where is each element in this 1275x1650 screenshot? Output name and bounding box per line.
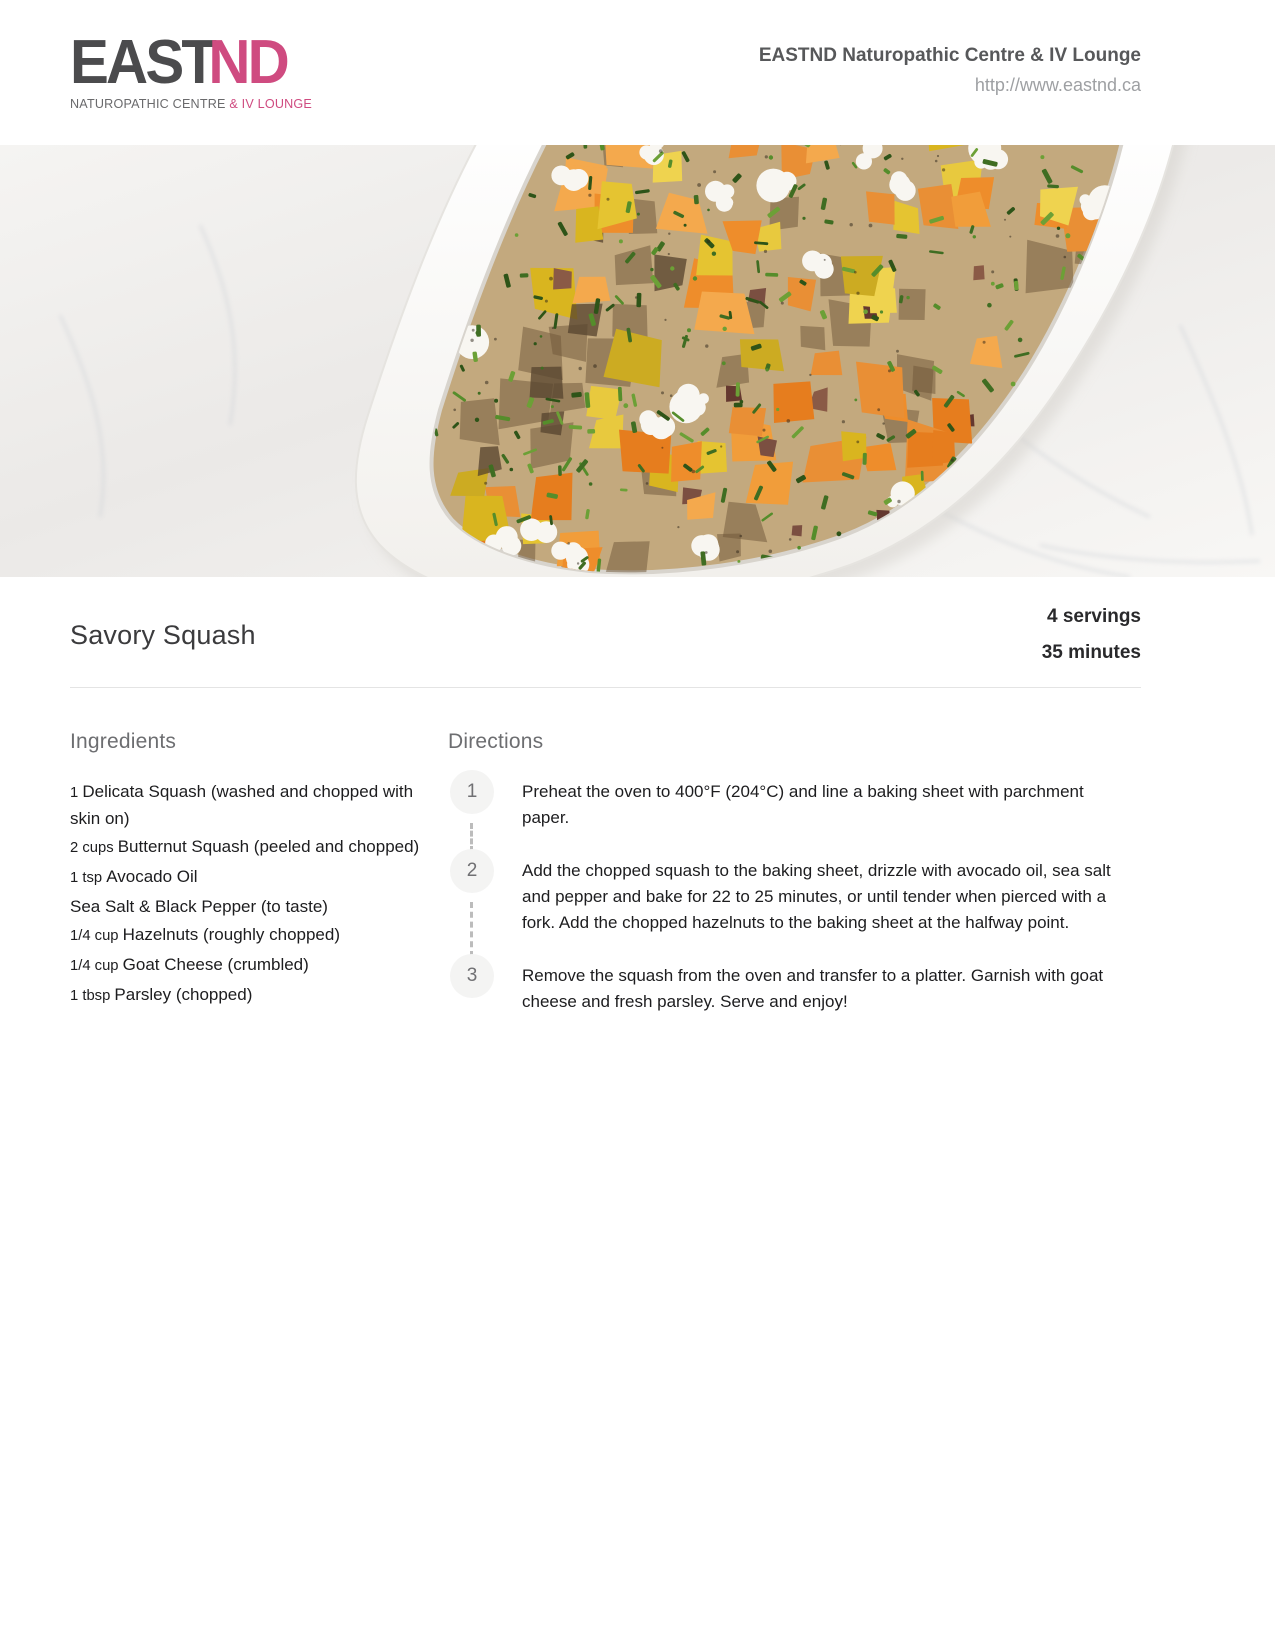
website-link[interactable]: http://www.eastnd.ca [974,75,1141,95]
ingredient-item [70,952,426,979]
ingredient-name: Hazelnuts (roughly chopped) [122,925,341,944]
ingredient-name: Delicata Squash (washed and chopped with skin on) [70,782,414,828]
ingredients-list [70,779,426,1009]
ingredient-item [70,894,426,919]
step-number-badge: 1 [450,770,494,814]
step-text: Preheat the oven to 400°F (204°C) and line a baking sheet with parchment paper. [522,782,1084,827]
page-header [0,0,1275,145]
recipe-photo [0,145,1275,577]
title-row [0,577,1275,681]
directions-heading: Directions [448,730,544,753]
ingredient-item [70,779,426,831]
servings-label: 4 servings [1047,606,1141,627]
step-number-badge: 2 [450,849,494,893]
ingredient-name: Parsley (chopped) [114,985,253,1004]
ingredient-amount: 1/4 cup [70,958,123,974]
direction-step [448,858,1114,936]
direction-step [448,779,1114,831]
logo-word-dark: EAST [70,28,215,97]
ingredient-amount: 1 [70,785,83,801]
ingredients-section [70,730,448,1015]
header-meta [759,34,1141,100]
step-text: Add the chopped squash to the baking sheet, drizzle with avocado oil, sea salt and pepper and bake for 22 to 25 minutes, or until tender when pierced with a fork. Add the chopped hazelnuts to the baking sheet at the halfway point. [522,861,1111,932]
step-connector [470,902,473,957]
logo-tagline-dark: NATUROPATHIC CENTRE [70,97,230,112]
directions-list [448,779,1141,1015]
logo-tagline-accent: & IV LOUNGE [229,97,313,112]
ingredients-heading: Ingredients [70,730,177,753]
step-text: Remove the squash from the oven and transfer to a platter. Garnish with goat cheese and fresh parsley. Serve and enjoy! [522,966,1104,1011]
ingredient-amount: 1/4 cup [70,928,123,944]
ingredient-amount: 1 tsp [70,870,107,886]
ingredient-item [70,834,426,861]
logo-wordmark [70,28,297,97]
page-title: Savory Squash [70,619,256,650]
ingredient-item [70,922,426,949]
ingredient-item [70,982,426,1009]
content-columns [0,688,1275,1015]
logo-word-accent: ND [208,28,287,97]
ingredient-amount: 1 tbsp [70,988,115,1004]
recipe-meta [1042,599,1141,671]
step-connector [470,823,473,852]
direction-step [448,963,1114,1015]
ingredient-name: Sea Salt & Black Pepper (to taste) [70,897,328,916]
company-name: EASTND Naturopathic Centre & IV Lounge [758,45,1141,66]
eastnd-logo [70,28,313,112]
squash-dish-illustration [0,145,1275,577]
ingredient-name: Avocado Oil [106,867,198,886]
step-number-badge: 3 [450,954,494,998]
ingredient-item [70,864,426,891]
ingredient-amount: 2 cups [70,840,118,856]
ingredient-name: Goat Cheese (crumbled) [122,955,309,974]
directions-section [448,730,1141,1015]
logo-tagline [70,98,312,111]
ingredient-name: Butternut Squash (peeled and chopped) [117,837,420,856]
time-label: 35 minutes [1041,642,1141,663]
